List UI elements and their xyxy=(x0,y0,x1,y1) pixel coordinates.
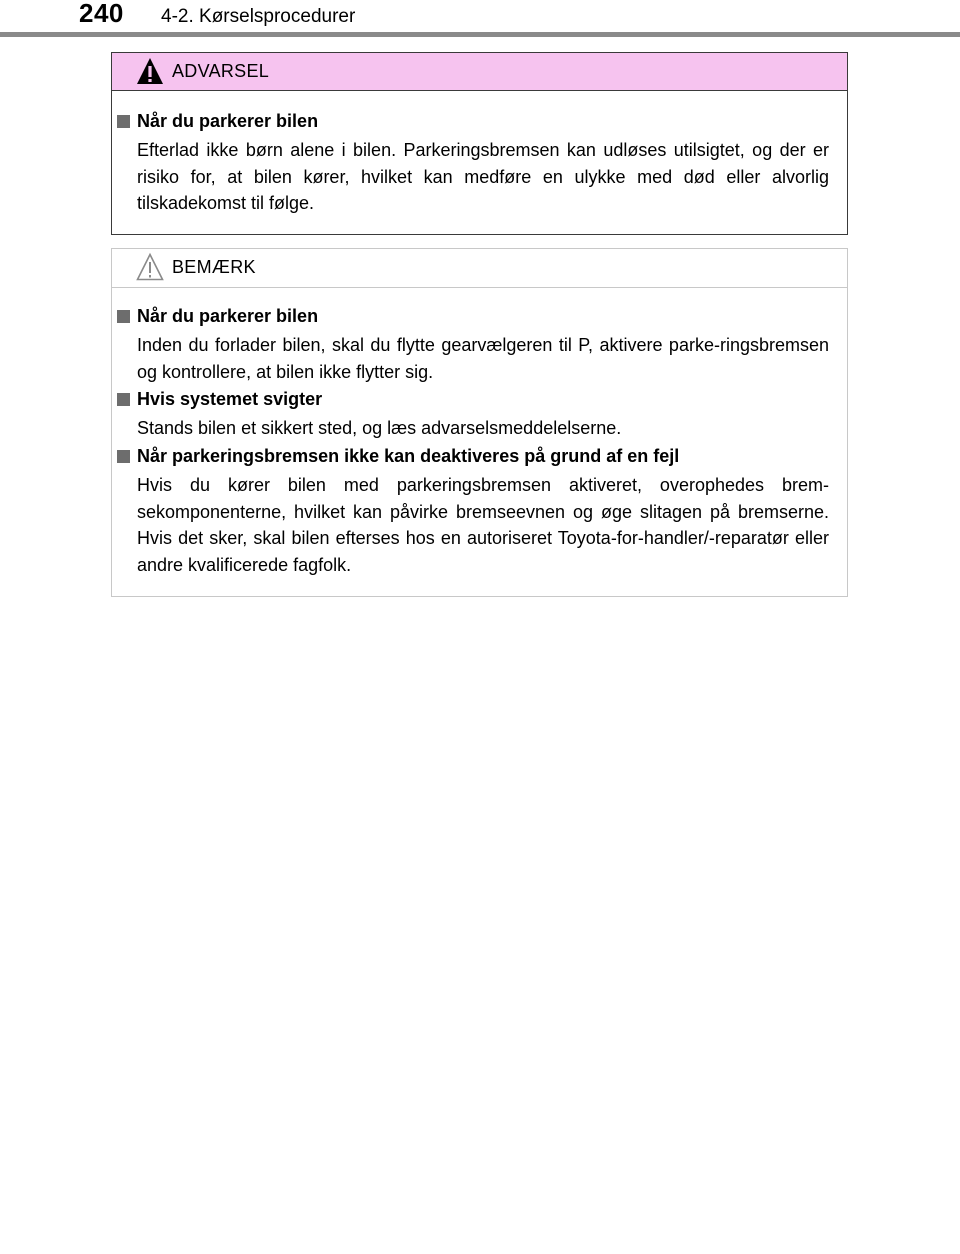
warning-box-header xyxy=(112,53,847,91)
warning-item-text: Efterlad ikke børn alene i bilen. Parkeringsbremsen kan udløses utilsigtet, og der er risiko for, at bilen kører, hvilket kan medføre en ulykke med død eller alvorlig tilskadekomst til følge. xyxy=(137,140,829,213)
section-title: 4-2. Kørselsprocedurer xyxy=(161,6,356,27)
note-item-title: Når du parkerer bilen xyxy=(137,306,319,326)
caution-triangle-outline-icon xyxy=(136,252,164,282)
note-item-title: Når parkeringsbremsen ikke kan deaktiveres på grund af en fejl xyxy=(137,446,680,466)
warning-item xyxy=(112,111,849,213)
warning-label: ADVARSEL xyxy=(172,61,270,81)
warning-triangle-icon xyxy=(136,56,164,86)
note-item xyxy=(112,306,849,382)
note-item-text: Stands bilen et sikkert sted, og læs advarselsmeddelelserne. xyxy=(137,418,622,438)
note-label: BEMÆRK xyxy=(172,257,256,277)
note-item xyxy=(112,389,849,438)
bullet-square-icon xyxy=(117,393,130,406)
bullet-square-icon xyxy=(117,450,130,463)
warning-item-title: Når du parkerer bilen xyxy=(137,111,319,131)
note-item xyxy=(112,446,849,575)
bullet-square-icon xyxy=(117,115,130,128)
note-box-header xyxy=(112,249,847,288)
note-item-text: Inden du forlader bilen, skal du flytte gearvælgeren til P, aktivere parke-ringsbremsen og kontrollere, at bilen ikke flytter sig. xyxy=(137,335,829,382)
note-box xyxy=(111,248,848,597)
note-item-text: Hvis du kører bilen med parkeringsbremsen aktiveret, overophedes brem-sekomponenterne, hvilket kan påvirke bremseevnen og øge slitagen på bremserne. Hvis det sker, skal bilen efterses hos en autoriseret Toyota-for-handler/-reparatør eller andre kvalificerede fagfolk. xyxy=(137,475,829,575)
warning-box xyxy=(111,52,848,235)
bullet-square-icon xyxy=(117,310,130,323)
page-number: 240 xyxy=(79,0,124,28)
page-header xyxy=(0,0,960,40)
header-rule xyxy=(0,32,960,37)
note-item-title: Hvis systemet svigter xyxy=(137,389,323,409)
